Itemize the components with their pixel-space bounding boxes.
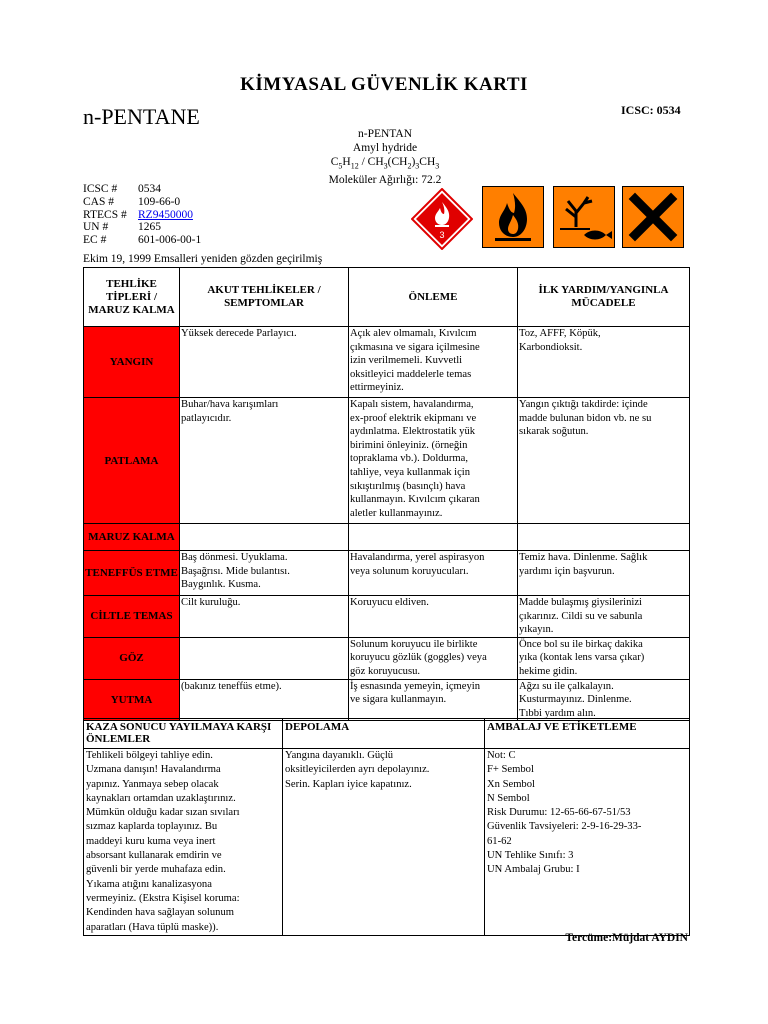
acute-hazard-cell [180, 551, 349, 596]
acute-hazard-cell [180, 524, 349, 551]
hazard-type-header: TEHLİKE TİPLERİ / MARUZ KALMA [84, 268, 180, 327]
identifier-value: 109-66-0 [138, 195, 181, 208]
cell-line: çıkarınız. Cildi su ve sabunla [519, 610, 643, 622]
cell-line: patlayıcıdır. [181, 412, 232, 424]
identifier-row [83, 221, 201, 234]
cell-line: Yüksek derecede Parlayıcı. [181, 328, 297, 339]
cell-line: sıkarak soğutun. [519, 426, 589, 438]
text-line: Uzmana danışın! Havalandırma [86, 764, 221, 776]
formula: $C_5H_{12} / CH_3(CH_2)_3CH_3$ [330, 156, 440, 171]
translator-credit: Tercüme:Müjdat AYDIN [565, 932, 688, 944]
cell-line: Kapalı sistem, havalandırma, [350, 399, 474, 410]
first-aid-cell [518, 524, 690, 551]
cell-line: Önce bol su ile birkaç dakika [519, 638, 643, 650]
text-line: absorsant kullanarak emdirin ve [86, 850, 222, 862]
cell-line: İş esnasında yemeyin, içmeyin [350, 680, 481, 692]
cell-line: Toz, AFFF, Köpük, [519, 328, 601, 339]
cell-line: birimini önleyiniz. (örneğin [350, 439, 468, 451]
identifier-key: EC # [83, 234, 107, 247]
hazard-row [84, 679, 690, 721]
acute-hazard-cell [180, 679, 349, 721]
molecular-weight: Moleküler Ağırlığı: 72.2 [328, 174, 442, 187]
hazard-category-cell: CİLTLE TEMAS [84, 596, 180, 638]
cell-line: Yangın çıktığı takdirde: içinde [519, 399, 648, 410]
labelling-text [485, 749, 690, 936]
spillage-text [84, 749, 283, 936]
cell-line: aletler kullanmayınız. [350, 507, 443, 519]
identifier-value: 1265 [138, 221, 161, 234]
identifier-value: 0534 [138, 183, 161, 195]
text-line: Risk Durumu: 12-65-66-67-51/53 [487, 807, 631, 819]
cell-line: topraklama vb.). Doldurma, [350, 453, 468, 465]
page-title: KİMYASAL GÜVENLİK KARTI [240, 74, 528, 95]
acute-hazards-header: AKUT TEHLİKELER / SEMPTOMLAR [180, 268, 349, 327]
hazards-table [83, 267, 690, 721]
cell-line: çıkmasına ve sigara içilmesine [350, 341, 480, 353]
prevention-cell [349, 327, 518, 398]
text-line: Not: C [487, 750, 516, 761]
text-line: Güvenlik Tavsiyeleri: 2-9-16-29-33- [487, 821, 642, 833]
cell-line: madde bulunan bidon vb. ne su [519, 412, 652, 424]
identifier-row [83, 196, 201, 209]
acute-hazard-cell [180, 637, 349, 679]
cell-line: ettirmeyiniz. [350, 382, 404, 394]
hazard-category-cell: YANGIN [84, 327, 180, 398]
revision-note: Ekim 19, 1999 Emsalleri yeniden gözden geçirilmiş [83, 253, 323, 265]
cell-line: Baş dönmesi. Uyuklama. [181, 552, 288, 563]
cell-line: Kusturmayınız. Dinlenme. [519, 694, 632, 706]
flame-icon [482, 186, 544, 248]
prevention-header: ÖNLEME [349, 268, 518, 327]
acute-hazard-cell [180, 596, 349, 638]
cell-line: oksitleyici maddelerle temas [350, 368, 472, 380]
cross-harmful-icon [622, 186, 684, 248]
prevention-cell [349, 551, 518, 596]
cell-line: Baygınlık. Kusma. [181, 579, 261, 591]
cell-line: Buhar/hava karışımları [181, 399, 279, 410]
cell-line: aydınlatma. Elektrostatik yük [350, 426, 476, 438]
cell-line: ex-proof elektrik ekipmanı ve [350, 412, 477, 424]
text-line: 61-62 [487, 835, 512, 847]
synonyms-block [250, 127, 520, 187]
text-line: F+ Sembol [487, 764, 534, 776]
storage-header: DEPOLAMA [283, 719, 485, 749]
spillage-header: KAZA SONUCU YAYILMAYA KARŞI ÖNLEMLER [84, 719, 283, 749]
cell-line: Tıbbi yardım alın. [519, 707, 596, 719]
cell-line: Açık alev olmamalı, Kıvılcım [350, 328, 477, 339]
cell-line: izin verilmemeli. Kuvvetli [350, 355, 463, 367]
text-line: UN Ambalaj Grubu: I [487, 864, 580, 876]
hazard-category-cell: GÖZ [84, 637, 180, 679]
cell-line: Koruyucu eldiven. [350, 597, 429, 608]
first-aid-cell [518, 679, 690, 721]
hazard-row [84, 596, 690, 638]
cell-line: (bakınız teneffüs etme). [181, 680, 282, 692]
hazard-category-cell: YUTMA [84, 679, 180, 721]
text-line: Tehlikeli bölgeyi tahliye edin. [86, 750, 213, 761]
cell-line: göz koruyucusu. [350, 665, 421, 677]
prevention-cell [349, 637, 518, 679]
identifier-key: ICSC # [83, 183, 118, 195]
text-line: UN Tehlike Sınıfı: 3 [487, 850, 574, 862]
cell-line: kullanmayın. Kıvılcım çıkaran [350, 494, 480, 506]
prevention-cell [349, 524, 518, 551]
identifier-key: CAS # [83, 195, 114, 208]
acute-hazard-cell [180, 398, 349, 524]
cell-line: ve sigara kullanmayın. [350, 694, 447, 706]
text-line: Mümkün olduğu kadar sızan sıvıları [86, 807, 240, 819]
first-aid-cell [518, 596, 690, 638]
hazard-category-cell: MARUZ KALMA [84, 524, 180, 551]
un-flammable-liquid-3-icon [411, 188, 473, 250]
hazard-category-cell: TENEFFÜS ETME [84, 551, 180, 596]
text-line: oksitleyicilerden ayrı depolayınız. [285, 764, 430, 776]
text-line: sızmaz kaplarda toplayınız. Bu [86, 821, 218, 833]
cell-line: yıkayın. [519, 624, 554, 636]
hazard-row [84, 327, 690, 398]
chemical-name: n-PENTANE [83, 104, 200, 129]
cell-line: Havalandırma, yerel aspirasyon [350, 552, 485, 563]
first-aid-cell [518, 327, 690, 398]
cell-line: tahliye, veya kullanmak için [350, 466, 471, 478]
text-line: aparatları (Hava tüplü maske)). [86, 921, 219, 933]
text-line: Yangına dayanıklı. Güçlü [285, 750, 394, 761]
cell-line: yıka (kontak lens varsa çıkar) [519, 652, 645, 664]
acute-hazard-cell [180, 327, 349, 398]
first-aid-cell [518, 551, 690, 596]
text-line: güvenli bir yerde muhafaza edin. [86, 864, 226, 876]
text-line: kaynakları ortamdan uzaklaştırınız. [86, 792, 236, 804]
identifier-key: UN # [83, 221, 109, 234]
synonym-1: n-PENTAN [357, 128, 413, 140]
cell-line: Temiz hava. Dinlenme. Sağlık [519, 552, 648, 563]
prevention-cell [349, 398, 518, 524]
cell-line: Ağzı su ile çalkalayın. [519, 680, 614, 692]
first-aid-cell [518, 398, 690, 524]
hazard-row [84, 551, 690, 596]
rtecs-link[interactable]: RZ9450000 [138, 208, 193, 221]
identifier-key: RTECS # [83, 208, 127, 221]
identifier-row [83, 183, 201, 196]
text-line: Serin. Kapları iyice kapatınız. [285, 778, 412, 790]
cell-line: veya solunum koruyucuları. [350, 565, 469, 577]
first-aid-header: İLK YARDIM/YANGINLA MÜCADELE [518, 268, 690, 327]
cell-line: Madde bulaşmış giysilerinizi [519, 597, 642, 608]
identifier-row [83, 209, 201, 222]
hazard-row [84, 637, 690, 679]
text-line: Yıkama atığını kanalizasyona [86, 878, 212, 890]
cell-line: hekime gidin. [519, 665, 578, 677]
text-line: yapınız. Yanmaya sebep olacak [86, 778, 219, 790]
synonym-2: Amyl hydride [352, 142, 418, 154]
text-line: N Sembol [487, 792, 530, 804]
svg-text:3: 3 [439, 230, 445, 240]
handling-table [83, 718, 690, 936]
text-line: Kendinden hava sağlayan solunum [86, 907, 234, 919]
prevention-cell [349, 596, 518, 638]
cell-line: yardımı için başvurun. [519, 565, 615, 577]
hazard-category-cell: PATLAMA [84, 398, 180, 524]
cell-line: Karbondioksit. [519, 341, 583, 353]
prevention-cell [349, 679, 518, 721]
text-line: Xn Sembol [487, 778, 535, 790]
hazard-row [84, 524, 690, 551]
text-line: vermeyiniz. (Ekstra Kişisel koruma: [86, 892, 240, 904]
text-line: maddeyi kuru kuma veya inert [86, 835, 216, 847]
cell-line: Başağrısı. Mide bulantısı. [181, 565, 290, 577]
storage-text [283, 749, 485, 936]
dead-tree-fish-environment-icon [553, 186, 615, 248]
labelling-header: AMBALAJ VE ETİKETLEME [485, 719, 690, 749]
identifier-block [83, 183, 201, 247]
identifier-value: 601-006-00-1 [138, 234, 202, 247]
first-aid-cell [518, 637, 690, 679]
identifier-row [83, 234, 201, 247]
cell-line: Solunum koruyucu ile birlikte [350, 638, 478, 650]
cell-line: Cilt kuruluğu. [181, 597, 241, 608]
icsc-number-header: ICSC: 0534 [621, 103, 681, 117]
hazard-row [84, 398, 690, 524]
cell-line: sıkıştırılmış (basınçlı) hava [350, 480, 466, 492]
cell-line: koruyucu gözlük (goggles) veya [350, 652, 487, 664]
